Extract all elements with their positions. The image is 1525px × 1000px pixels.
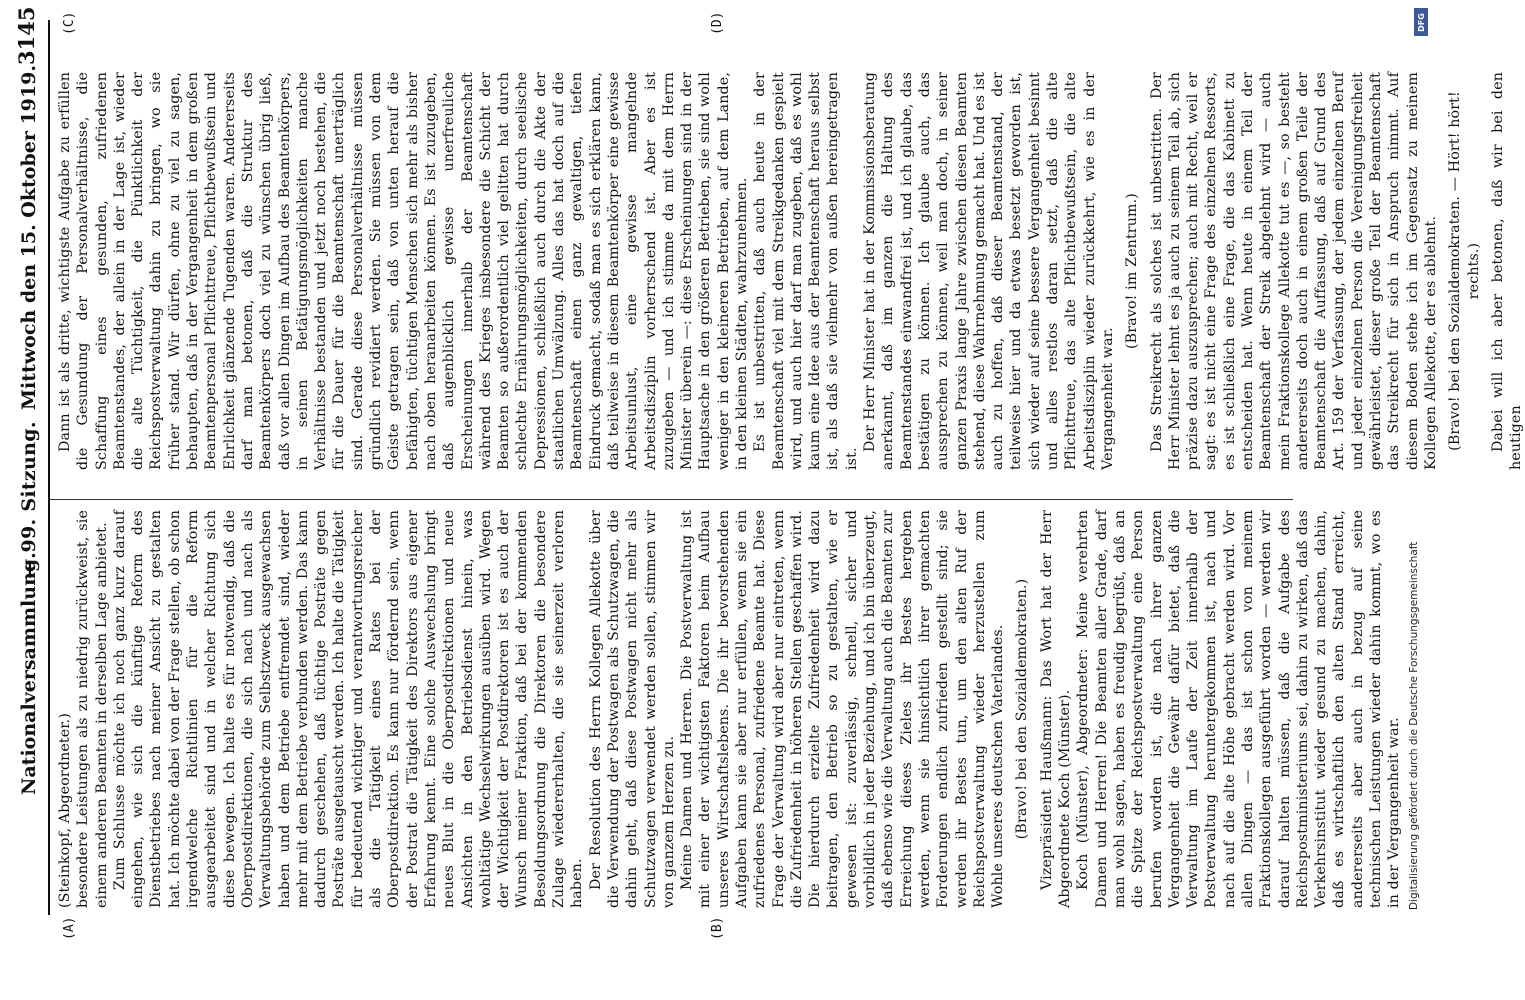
margin-mark-a: (A) (62, 916, 77, 940)
column-divider (48, 499, 1293, 500)
paragraph: Koch (Münster), Abgeordneter: Meine verehrten Damen und Herren! Die Beamten aller Grade, darf man wohl sagen, haben es freudig begrüßt, daß an die Spitze der Reichspostverwaltung eine Person berufen worden ist, die nach ihrer ganzen Vergangenheit die Gewähr dafür bietet, daß die Verwaltung im Laufe der Zeit innerhalb der Postverwaltung heruntergekommen ist, nach und nach auf die alte Höhe gebracht werden wird. Vor allen Dingen — das ist schon von meinem Fraktionskollegen ausgeführt worden — werden wir darauf halten müssen, daß die Aufgabe des Reichspostministeriums sei, dahin zu wirken, daß das Verkehrsinstitut wieder gesund zu machen, dahin, daß es wirtschaftlich den alten Stand erreicht, andererseits aber auch in bezug auf seine technischen Leistungen wieder dahin kommt, wo es in der Vergangenheit war. (1075, 510, 1403, 908)
header-date: Mittwoch den 15. Oktober 1919. (18, 65, 40, 410)
applause-note: (Bravo! bei den Sozialdemokraten. — Hört! hört! rechts.) (1447, 91, 1482, 451)
margin-mark-c: (C) (62, 11, 77, 35)
left-column (56, 510, 1404, 908)
margin-mark-d: (D) (710, 11, 725, 35)
applause-note: (Bravo! im Zentrum.) (1124, 193, 1141, 349)
side-credit-text: Digitalisierung gefördert durch die Deutsche Forschungsgemeinschaft (1408, 541, 1420, 910)
applause-note: (Bravo! bei den Sozialdemokraten.) (1014, 578, 1031, 840)
paragraph: Der Herr Minister hat in der Kommissionsberatung anerkannt, daß im ganzen die Haltung des Beamtenstandes einwandfrei ist, und ich glaube, das bestätigen zu können. Ich glaube auch, das aussprechen zu können, weil man doch, in seiner ganzen Praxis lange Jahre zwischen diesen Beamten stehend, diese Wahrnehmung gemacht hat. Und es ist auch zu hoffen, daß dieser Beamtenstand, der teilweise hier und da etwas besetzt geworden ist, sich wieder auf seine bessere Vergangenheit besinnt und alles restlos daran setzt, daß die alte Pflichttreue, das alte Pflichtbewußtsein, die alte Arbeitsdisziplin wieder zurückkehrt, wie es in der Vergangenheit war. (862, 72, 1116, 470)
header-session: — 99. Sitzung. (18, 421, 40, 579)
dfg-logo-text: DFG (1416, 12, 1426, 32)
page-number: 3145 (14, 6, 39, 65)
paragraph: Es ist unbestritten, daß auch heute in der Beamtenschaft viel mit dem Streikgedanken gespielt wird, und auch hier darf man zugeben, daß es wohl kaum eine Idee aus der Beamtenschaft heraus selbst ist, als daß sie vielmehr von außen hereingetragen ist. (752, 72, 860, 470)
dfg-logo (1414, 8, 1428, 36)
margin-mark-b: (B) (710, 916, 725, 940)
header-title: Nationalversammlung. (18, 552, 40, 795)
paragraph: Zum Schlusse möchte ich noch ganz kurz darauf eingehen, wie sich die künftige Reform des Dienstbetriebes nach meiner Ansicht zu gestalten hat. Ich möchte dabei von der Frage stellen, ob schon irgendwelche Richtlinien für die Reform ausgearbeitet sind und in welcher Richtung sich diese bewegen. Ich halte es für notwendig, daß die Oberpostdirektionen, die sich nach und nach als Verwaltungsbehörde zum Selbstzweck ausgewachsen haben und dem Betriebe entfremdet sind, wieder mehr mit dem Betriebe verbunden werden. Das kann dadurch geschehen, daß tüchtige Posträte gegen Posträte ausgetauscht werden. Ich halte die Tätigkeit für bedeutend wichtiger und verantwortungsreicher als die Tätigkeit eines Rates bei der Oberpostdirektion. Es kann nur fördernd sein, wenn der Postrat die Tätigkeit des Direktors aus eigener Erfahrung kennt. Eine solche Auswechslung bringt neues Blut in die Oberpostdirektionen und neue Ansichten in den Betriebsdienst hinein, was wohltätige Wechselwirkungen ausüben wird. Wegen der Wichtigkeit der Postdirektoren ist es auch der Wunsch meiner Fraktion, daß bei der kommenden Besoldungsordnung die Direktoren die besondere Zulage wiedererhalten, die sie seinerzeit verloren haben. (111, 510, 586, 908)
speaker-announcement: Vizepräsident Haußmann: Das Wort hat der Herr Abgeordnete Koch (Münster). (1038, 510, 1074, 908)
paragraph: Das Streikrecht als solches ist unbestritten. Der Herr Minister lehnt es ja auch zu seinem Teil ab, sich präzise dazu auszusprechen; auch mit Recht, weil er sagt: es ist nicht eine Frage des einzelnen Ressorts, es ist schließlich eine Frage, die das Kabinett zu entscheiden hat. Wenn heute in einem Teil der Beamtenschaft der Streik abgelehnt wird — auch mein Fraktionskollege Allekotte tut es —, so besteht andererseits doch auch in einem großen Teile der Beamtenschaft die Auffassung, daß auf Grund des Art. 159 der Verfassung, der jedem einzelnen Beruf und jeder einzelnen Person die Vereinigungsfreiheit gewährleistet, dieser große Teil der Beamtenschaft das Streikrecht für sich in Anspruch nimmt. Auf diesem Boden stehe ich im Gegensatz zu meinem Kollegen Allekotte, der es ablehnt. (1148, 72, 1439, 470)
right-column (56, 72, 1525, 470)
paragraph: Der Resolution des Herrn Kollegen Allekotte über die Verwendung der Postwagen als Schutzwagen, die dahin geht, daß diese Postwagen nicht mehr als Schutzwagen verwendet werden sollen, stimmen wir von ganzem Herzen zu. (587, 510, 677, 908)
speaker-tag: (Steinkopf, Abgeordneter.) (57, 712, 73, 908)
side-credit (1408, 90, 1424, 910)
paragraph: Dann ist als dritte, wichtigste Aufgabe zu erfüllen die Gesundung der Personalverhältnisse, die Schaffung eines gesunden, zufriedenen Beamtenstandes, der allein in der Lage ist, wieder die alte Tüchtigkeit, die Pünktlichkeit der Reichspostverwaltung dahin zu bringen, wo sie früher stand. Wir dürfen, ohne zu viel zu sagen, behaupten, daß in der Vergangenheit in dem großen Beamtenpersonal Pflichttreue, Pflichtbewußtsein und Ehrlichkeit glänzende Tugenden waren. Andererseits darf man betonen, daß die Struktur des Beamtenkörpers doch viel zu wünschen übrig ließ, daß vor allen Dingen im Aufbau des Beamtenkörpers, in seinen Betätigungsmöglichkeiten manche Verhältnisse bestanden und jetzt noch bestehen, die für die Dauer für die Beamtenschaft unerträglich sind. Gerade diese Personalverhältnisse müssen gründlich revidiert werden. Sie müssen von dem Geiste getragen sein, daß von unten herauf die befähigten, tüchtigen Menschen sich mehr als bisher nach oben heranarbeiten können. Es ist zuzugeben, daß augenblicklich gewisse unerfreuliche Erscheinungen innerhalb der Beamtenschaft während des Krieges insbesondere die Schicht der Beamten so außerordentlich viel gelitten hat durch schlechte Ernährungsmöglichkeiten, durch seelische Depressionen, schließlich auch durch die Akte der staatlichen Umwälzung. Alles das hat doch auf die Beamtenschaft einen ganz gewaltigen, tiefen Eindruck gemacht, sodaß man es sich erklären kann, daß teilweise in diesem Beamtenkörper eine gewisse Arbeitsunlust, eine gewisse mangelnde Arbeitsdisziplin vorherrschend ist. Aber es ist zuzugeben — und ich stimme da mit dem Herrn Minister überein —: diese Erscheinungen sind in der Hauptsache in den größeren Betrieben, sie sind wohl weniger in den kleineren Betrieben, auf dem Lande, in den kleinen Städten, wahrzunehmen. (57, 72, 750, 470)
header-rule (48, 20, 50, 915)
paragraph: Dabei will ich aber betonen, daß wir bei den heutigen (1489, 72, 1525, 470)
paragraph: besondere Leistungen als zu niedrig zurückweist, sie einem anderen Beamten in derselben Lage anbietet. (75, 510, 110, 908)
paragraph: Meine Damen und Herren. Die Postverwaltung ist mit einer der wichtigsten Faktoren beim Aufbau unseres Wirtschaftslebens. Die ihr bevorstehenden Aufgaben kann sie aber nur erfüllen, wenn sie ein zufriedenes Personal, zufriedene Beamte hat. Diese Frage der Verwaltung wird aber nur eintreten, wenn die Zufriedenheit in höheren Stellen geschaffen wird. Die hierdurch erzielte Zufriedenheit wird dazu beitragen, den Betrieb so zu gestalten, wie er gewesen ist: zuverlässig, schnell, sicher und vorbildlich in jeder Beziehung, und ich bin überzeugt, daß ebenso wie die Verwaltung auch die Beamten zur Erreichung dieses Zieles ihr Bestes hergeben werden, wenn sie hinsichtlich ihrer gemachten Forderungen endlich zufrieden gestellt sind; sie werden ihr Bestes tun, um den alten Ruf der Reichspostverwaltung wieder herzustellen zum Wohle unseres deutschen Vaterlandes. (679, 510, 1007, 908)
